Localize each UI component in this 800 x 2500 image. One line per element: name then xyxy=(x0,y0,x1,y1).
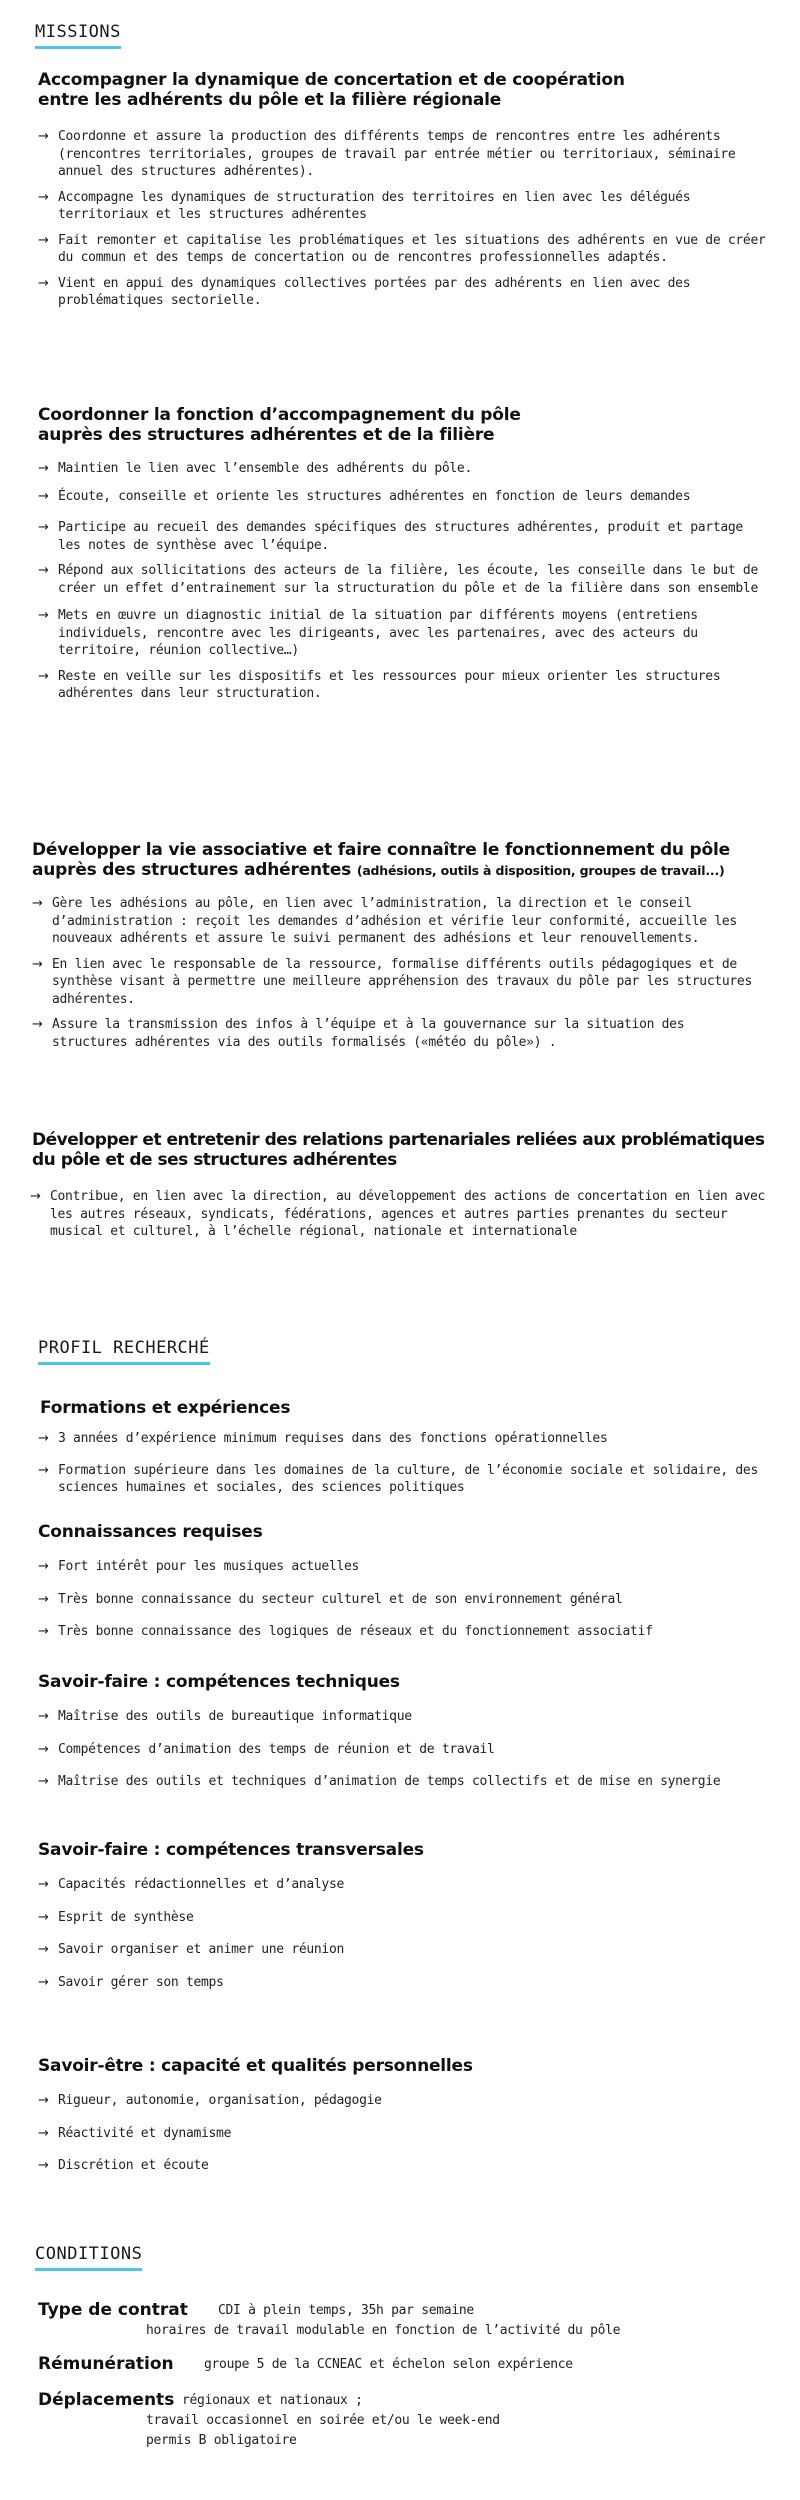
list-item: → Formation supérieure dans les domaines de la culture, de l’économie sociale et solidaire, des sciences humaines et sociales, des sciences politiques xyxy=(38,1462,758,1495)
arrow-icon: → xyxy=(38,1462,49,1478)
list-item: → Maintien le lien avec l’ensemble des adhérents du pôle. xyxy=(38,461,472,476)
list-item: → Capacités rédactionnelles et d’analyse xyxy=(38,1877,345,1892)
arrow-icon: → xyxy=(38,1942,49,1957)
arrow-icon: → xyxy=(38,1741,49,1757)
arrow-icon: → xyxy=(38,488,49,504)
mission-list-4 xyxy=(30,1188,770,1241)
mission-heading-1: Accompagner la dynamique de concertation et de coopération entre les adhérents du pôle et la filière régionale xyxy=(38,70,625,110)
arrow-icon: → xyxy=(38,1974,49,1990)
profil-heading-formations: Formations et expériences xyxy=(40,1398,291,1418)
list-item: → Très bonne connaissance des logiques de réseaux et du fonctionnement associatif xyxy=(38,1624,653,1639)
mission-heading-4: Développer et entretenir des relations partenariales reliées aux problématiques du pôle et de ses structures adhérentes xyxy=(32,1130,765,1170)
profil-list-formations xyxy=(38,1430,768,1497)
profil-list-transversales xyxy=(38,1876,768,1991)
condition-label-remuneration: Rémunération xyxy=(38,2354,174,2374)
arrow-icon: → xyxy=(32,896,43,911)
mission-heading-3: Développer la vie associative et faire connaître le fonctionnement du pôle auprès des structures adhérentes (adhésions, outils à disposition, groupes de travail...) xyxy=(32,840,730,880)
list-item: → Savoir gérer son temps xyxy=(38,1974,224,1990)
list-item: → Coordonne et assure la production des différents temps de rencontres entre les adhérents (rencontres territoriales, groupes de travail par entrée métier ou territoriaux, séminaire annuel des structures adhérentes). xyxy=(38,129,736,179)
arrow-icon: → xyxy=(38,1431,49,1446)
list-item: → Répond aux sollicitations des acteurs de la filière, les écoute, les conseille dans le but de créer un effet d’entrainement sur la structuration du pôle et de la filière dans son ensemble xyxy=(38,563,758,596)
heading-note: (adhésions, outils à disposition, groupes de travail...) xyxy=(356,863,725,878)
list-item: → Rigueur, autonomie, organisation, pédagogie xyxy=(38,2093,382,2108)
list-item: → Accompagne les dynamiques de structuration des territoires en lien avec les délégués territoriaux et les structures adhérentes xyxy=(38,189,691,222)
condition-label-deplacements: Déplacements xyxy=(38,2390,175,2410)
list-item: → En lien avec le responsable de la ressource, formalise différents outils pédagogiques et de synthèse visant à permettre une meilleure appréhension des travaux du pôle par les structures adhérentes. xyxy=(32,956,752,1007)
arrow-icon: → xyxy=(38,461,49,476)
arrow-icon: → xyxy=(38,2125,49,2141)
profil-heading-savoir-etre: Savoir-être : capacité et qualités personnelles xyxy=(38,2056,473,2076)
list-item: → Fort intérêt pour les musiques actuelles xyxy=(38,1559,360,1574)
mission-heading-2: Coordonner la fonction d’accompagnement du pôle auprès des structures adhérentes et de la filière xyxy=(38,405,521,445)
list-item: → 3 années d’expérience minimum requises dans des fonctions opérationnelles xyxy=(38,1431,608,1446)
arrow-icon: → xyxy=(38,189,49,205)
list-item: → Compétences d’animation des temps de réunion et de travail xyxy=(38,1741,495,1757)
condition-value-deplacements-2: travail occasionnel en soirée et/ou le week-end xyxy=(146,2413,500,2428)
list-item: → Maîtrise des outils de bureautique informatique xyxy=(38,1709,412,1724)
arrow-icon: → xyxy=(32,956,43,972)
arrow-icon: → xyxy=(38,1909,49,1925)
profil-list-connaissances xyxy=(38,1558,768,1641)
list-item: → Gère les adhésions au pôle, en lien avec l’administration, la direction et le conseil d’administration : reçoit les demandes d’adhésion et vérifie leur conformité, accueille les nouveaux adhérents et assure le suivi permanent des adhésions et leur renouvellements. xyxy=(32,896,737,946)
list-item: → Esprit de synthèse xyxy=(38,1909,194,1925)
arrow-icon: → xyxy=(38,275,49,291)
arrow-icon: → xyxy=(38,1591,49,1607)
arrow-icon: → xyxy=(38,1559,49,1574)
arrow-icon: → xyxy=(38,129,49,144)
arrow-icon: → xyxy=(38,668,49,684)
profil-heading-connaissances: Connaissances requises xyxy=(38,1522,263,1542)
list-item: → Vient en appui des dynamiques collectives portées par des adhérents en lien avec des problématiques sectorielle. xyxy=(38,275,691,308)
arrow-icon: → xyxy=(38,608,49,623)
list-item: → Réactivité et dynamisme xyxy=(38,2125,232,2141)
list-item: → Discrétion et écoute xyxy=(38,2158,209,2173)
arrow-icon: → xyxy=(38,2158,49,2173)
list-item: → Très bonne connaissance du secteur culturel et de son environnement général xyxy=(38,1591,623,1607)
condition-value-remuneration: groupe 5 de la CCNEAC et échelon selon expérience xyxy=(204,2357,573,2372)
list-item: → Maîtrise des outils et techniques d’animation de temps collectifs et de mise en synergie xyxy=(38,1774,721,1789)
arrow-icon: → xyxy=(38,563,49,578)
list-item: → Participe au recueil des demandes spécifiques des structures adhérentes, produit et partage les notes de synthèse avec l’équipe. xyxy=(38,520,743,553)
condition-value-contrat: CDI à plein temps, 35h par semaine xyxy=(218,2303,474,2318)
arrow-icon: → xyxy=(38,232,49,248)
arrow-icon: → xyxy=(30,1189,41,1204)
section-title-conditions: CONDITIONS xyxy=(35,2244,142,2271)
arrow-icon: → xyxy=(38,1877,49,1892)
arrow-icon: → xyxy=(38,1709,49,1724)
list-item: → Mets en œuvre un diagnostic initial de la situation par différents moyens (entretiens individuels, rencontre avec les dirigeants, avec les partenaires, avec des acteurs du territoire, réunion collective…) xyxy=(38,608,698,658)
mission-list-3 xyxy=(32,895,762,1051)
profil-list-techniques xyxy=(38,1708,768,1791)
arrow-icon: → xyxy=(38,520,49,535)
list-item: → Reste en veille sur les dispositifs et les ressources pour mieux orienter les structures adhérentes dans leur structuration. xyxy=(38,668,721,701)
mission-list-1 xyxy=(38,128,768,310)
list-item: → Savoir organiser et animer une réunion xyxy=(38,1942,345,1957)
condition-value-deplacements: régionaux et nationaux ; xyxy=(182,2393,363,2408)
list-item: → Écoute, conseille et oriente les structures adhérentes en fonction de leurs demandes xyxy=(38,488,691,504)
condition-value-deplacements-3: permis B obligatoire xyxy=(146,2433,297,2448)
list-item: → Fait remonter et capitalise les problématiques et les situations des adhérents en vue de créer du commun et des temps de concertation ou de rencontres professionnelles adaptés. xyxy=(38,232,766,265)
profil-heading-transversales: Savoir-faire : compétences transversales xyxy=(38,1840,424,1860)
profil-list-savoir-etre xyxy=(38,2092,768,2175)
arrow-icon: → xyxy=(38,1624,49,1639)
arrow-icon: → xyxy=(32,1017,43,1032)
list-item: → Contribue, en lien avec la direction, au développement des actions de concertation en lien avec les autres réseaux, syndicats, fédérations, agences et autres parties prenantes du secteur musical et culturel, à l’échelle régional, nationale et internationale xyxy=(30,1189,766,1239)
list-item: → Assure la transmission des infos à l’équipe et à la gouvernance sur la situation des structures adhérentes via des outils formalisés («météo du pôle») . xyxy=(32,1017,685,1050)
arrow-icon: → xyxy=(38,1774,49,1789)
profil-heading-techniques: Savoir-faire : compétences techniques xyxy=(38,1672,400,1692)
condition-label-contrat: Type de contrat xyxy=(38,2300,188,2320)
section-title-missions: MISSIONS xyxy=(35,22,121,49)
arrow-icon: → xyxy=(38,2093,49,2108)
section-title-profil: PROFIL RECHERCHÉ xyxy=(38,1338,210,1365)
condition-value-contrat-2: horaires de travail modulable en fonction de l’activité du pôle xyxy=(146,2323,621,2338)
mission-list-2 xyxy=(38,460,768,703)
